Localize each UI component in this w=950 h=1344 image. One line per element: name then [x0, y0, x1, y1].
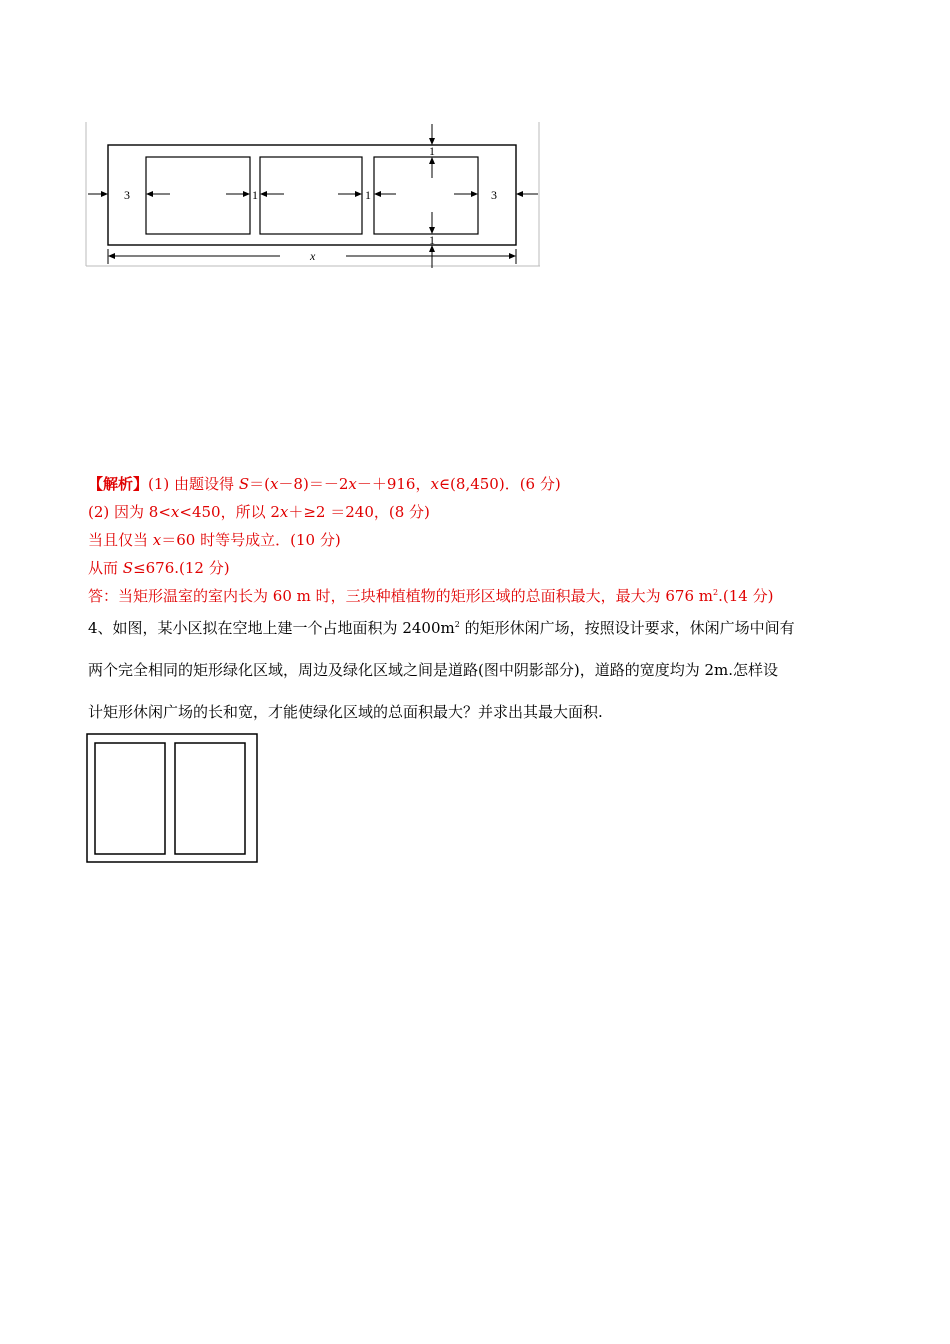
label-gap-1: 1: [252, 188, 258, 202]
planting-area-3: [374, 157, 478, 234]
label-gap-2: 1: [365, 188, 371, 202]
label-right-width: 3: [491, 188, 497, 202]
question-line-2: 两个完全相同的矩形绿化区域，周边及绿化区域之间是道路(图中阴影部分)，道路的宽度均为 2m.怎样设: [88, 661, 779, 679]
planting-area-1: [146, 157, 250, 234]
solution-bracket: 【解析】: [88, 475, 149, 493]
outer-rectangle: [108, 145, 516, 245]
planting-area-2: [260, 157, 362, 234]
solution-line-3: 当且仅当 x＝60 时等号成立．(10 分): [88, 531, 341, 549]
solution-line-2: (2) 因为 8<x<450，所以 2x＋≥2 ＝240，(8 分): [88, 503, 430, 521]
solution-line-4: 从而 S≤676.(12 分): [88, 559, 230, 577]
label-left-width: 3: [124, 188, 130, 202]
plaza-diagram: [84, 732, 260, 866]
label-length-x: x: [310, 249, 316, 263]
label-bottom-width: 1: [429, 233, 435, 247]
plaza-outer: [87, 734, 257, 862]
solution-answer: 答：当矩形温室的室内长为 60 m 时，三块种植植物的矩形区域的总面积最大，最大为 676 $m^2.(14$ 分): [88, 587, 774, 605]
label-top-width: 1: [429, 144, 435, 158]
greenhouse-diagram: [84, 122, 542, 270]
question-line-3: 计矩形休闲广场的长和宽，才能使绿化区域的总面积最大？并求出其最大面积.: [88, 703, 603, 721]
green-area-2: [175, 743, 245, 854]
solution-line-1: 【解析】(1) 由题设得 S＝(x－8)＝－2x－＋916，x∈(8,450)．(6 分): [88, 475, 561, 493]
question-line-1: 4、如图，某小区拟在空地上建一个占地面积为 $2400m^2$ 的矩形休闲广场，按照设计要求，休闲广场中间有: [88, 619, 795, 637]
green-area-1: [95, 743, 165, 854]
